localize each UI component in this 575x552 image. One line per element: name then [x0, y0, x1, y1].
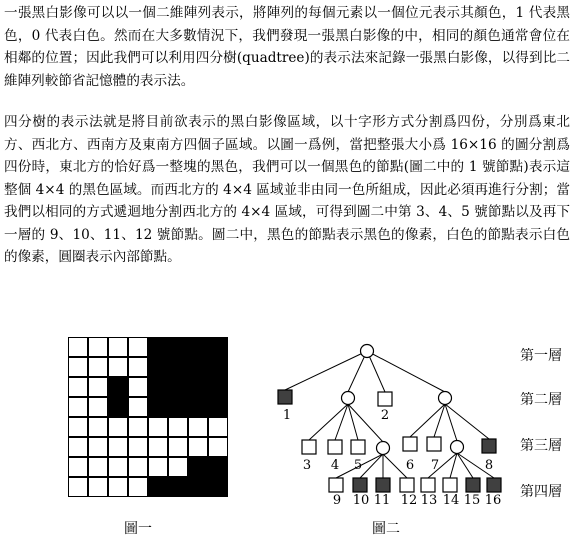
grid-cell-black	[149, 398, 168, 417]
grid-cell-white	[89, 438, 108, 457]
node-1-black	[278, 390, 292, 404]
node-16-black	[487, 478, 501, 492]
grid-cell-black	[169, 478, 188, 497]
grid-cell-black	[209, 338, 228, 357]
level-label-1: 第一層	[520, 348, 562, 364]
grid-cell-black	[189, 338, 208, 357]
node-12-white	[400, 478, 414, 492]
grid-cell-white	[69, 478, 88, 497]
node-9-white	[329, 478, 343, 492]
grid-cell-black	[209, 358, 228, 377]
grid-cell-white	[149, 438, 168, 457]
southeast-internal-node	[439, 392, 452, 405]
grid-cell-black	[149, 378, 168, 397]
figure1-image-grid	[68, 337, 228, 497]
figure2-quadtree	[270, 338, 570, 510]
grid-cell-white	[109, 458, 128, 477]
figure2-caption: 圖二	[372, 521, 400, 537]
node-label-5: 5	[353, 458, 363, 473]
node-label-7: 7	[430, 458, 440, 473]
grid-cell-black	[149, 478, 168, 497]
level3-internal-node-left	[377, 442, 390, 455]
grid-cell-white	[69, 358, 88, 377]
grid-cell-white	[109, 338, 128, 357]
grid-cell-black	[169, 398, 188, 417]
node-4-white	[328, 440, 342, 454]
grid-cell-black	[189, 378, 208, 397]
node-label-3: 3	[302, 458, 312, 473]
grid-cell-black	[169, 338, 188, 357]
grid-cell-black	[209, 458, 228, 477]
grid-cell-white	[189, 418, 208, 437]
grid-cell-white	[89, 458, 108, 477]
grid-cell-white	[129, 378, 148, 397]
node-label-1: 1	[282, 408, 292, 423]
node-label-15: 15	[463, 493, 481, 508]
grid-cell-white	[89, 338, 108, 357]
grid-cell-white	[109, 358, 128, 377]
grid-cell-white	[69, 378, 88, 397]
grid-cell-white	[109, 478, 128, 497]
grid-cell-white	[89, 358, 108, 377]
level3-internal-node-right	[451, 441, 464, 454]
grid-cell-white	[89, 478, 108, 497]
grid-cell-white	[69, 418, 88, 437]
grid-cell-white	[109, 418, 128, 437]
node-10-black	[353, 478, 367, 492]
node-6-white	[403, 437, 417, 451]
grid-cell-black	[189, 478, 208, 497]
grid-cell-white	[129, 458, 148, 477]
grid-cell-white	[209, 438, 228, 457]
grid-cell-white	[169, 458, 188, 477]
grid-cell-white	[69, 458, 88, 477]
grid-cell-white	[189, 438, 208, 457]
node-14-white	[443, 478, 457, 492]
grid-cell-white	[129, 438, 148, 457]
node-label-9: 9	[332, 493, 342, 508]
grid-cell-white	[69, 438, 88, 457]
node-label-14: 14	[442, 493, 460, 508]
node-label-2: 2	[380, 408, 390, 423]
grid-cell-black	[109, 398, 128, 417]
node-label-8: 8	[484, 458, 494, 473]
level-label-4: 第四層	[520, 484, 562, 500]
tree-edges	[282, 351, 494, 478]
node-label-16: 16	[484, 493, 502, 508]
node-8-black	[482, 439, 496, 453]
grid-cell-white	[129, 418, 148, 437]
figure1-caption: 圖一	[124, 521, 152, 537]
grid-cell-white	[129, 358, 148, 377]
node-label-13: 13	[420, 493, 438, 508]
grid-cell-black	[209, 378, 228, 397]
grid-cell-white	[129, 478, 148, 497]
grid-cell-black	[209, 478, 228, 497]
grid-cell-black	[169, 358, 188, 377]
node-label-4: 4	[330, 458, 340, 473]
grid-cell-white	[69, 338, 88, 357]
grid-cell-black	[189, 358, 208, 377]
grid-cell-black	[149, 338, 168, 357]
level-label-2: 第二層	[520, 392, 562, 408]
grid-cell-white	[129, 398, 148, 417]
node-13-white	[421, 478, 435, 492]
node-label-11: 11	[373, 493, 391, 508]
node-11-black	[376, 478, 390, 492]
grid-cell-white	[149, 458, 168, 477]
node-label-6: 6	[405, 458, 415, 473]
grid-cell-white	[169, 418, 188, 437]
grid-cell-black	[109, 378, 128, 397]
grid-cell-black	[169, 378, 188, 397]
node-2-white	[378, 392, 392, 406]
node-label-10: 10	[352, 493, 370, 508]
grid-cell-white	[89, 378, 108, 397]
grid-cell-black	[189, 458, 208, 477]
level-label-3: 第三層	[520, 438, 562, 454]
grid-cell-black	[189, 398, 208, 417]
node-label-12: 12	[400, 493, 418, 508]
node-3-white	[302, 440, 316, 454]
node-5-white	[351, 440, 365, 454]
grid-cell-black	[209, 398, 228, 417]
grid-cell-white	[209, 418, 228, 437]
node-15-black	[466, 478, 480, 492]
grid-cell-white	[129, 338, 148, 357]
northwest-internal-node	[342, 392, 355, 405]
node-7-white	[427, 437, 441, 451]
paragraph-quadtree: 四分樹的表示法就是將目前欲表示的黑白影像區域，以十字形方式分割爲四份，分別爲東北方、西北方、西南方及東南方四個子區域。以圖一爲例，當把整張大小爲 16×16 的圖分割爲四份時，東北方的恰好爲一整塊的黑色，我們可以一個黑色的節點(圖二中的 1 號節點)表示這整個 4×4 的黑色區域。而西北方的 4×4 區域並非由同一色所組成，因此必須再進行分割；當我們以相同的方式遞迴地分割西北方的 4×4 區域，可得到圖二中第 3、4、5 號節點以及再下一層的 9、10、11、12 號節點。圖二中，黑色的節點表示黑色的像素，白色的節點表示白色的像素，圓圈表示內部節點。	[4, 114, 570, 265]
grid-cell-white	[109, 438, 128, 457]
grid-cell-white	[169, 438, 188, 457]
root-internal-node	[361, 345, 374, 358]
paragraph-intro: 一張黑白影像可以以一個二維陣列表示，將陣列的每個元素以一個位元表示其顏色，1 代表黑色，0 代表白色。然而在大多數情況下，我們發現一張黑白影像的中，相同的顏色通常會位在相鄰的位置；因此我們可以利用四分樹(quadtree)的表示法來記錄一張黑白影像，以得到比二維陣列較節省記憶體的表示法。	[4, 5, 570, 89]
grid-cell-black	[149, 358, 168, 377]
grid-cell-white	[89, 398, 108, 417]
grid-cell-white	[149, 418, 168, 437]
grid-cell-white	[89, 418, 108, 437]
grid-cell-white	[69, 398, 88, 417]
